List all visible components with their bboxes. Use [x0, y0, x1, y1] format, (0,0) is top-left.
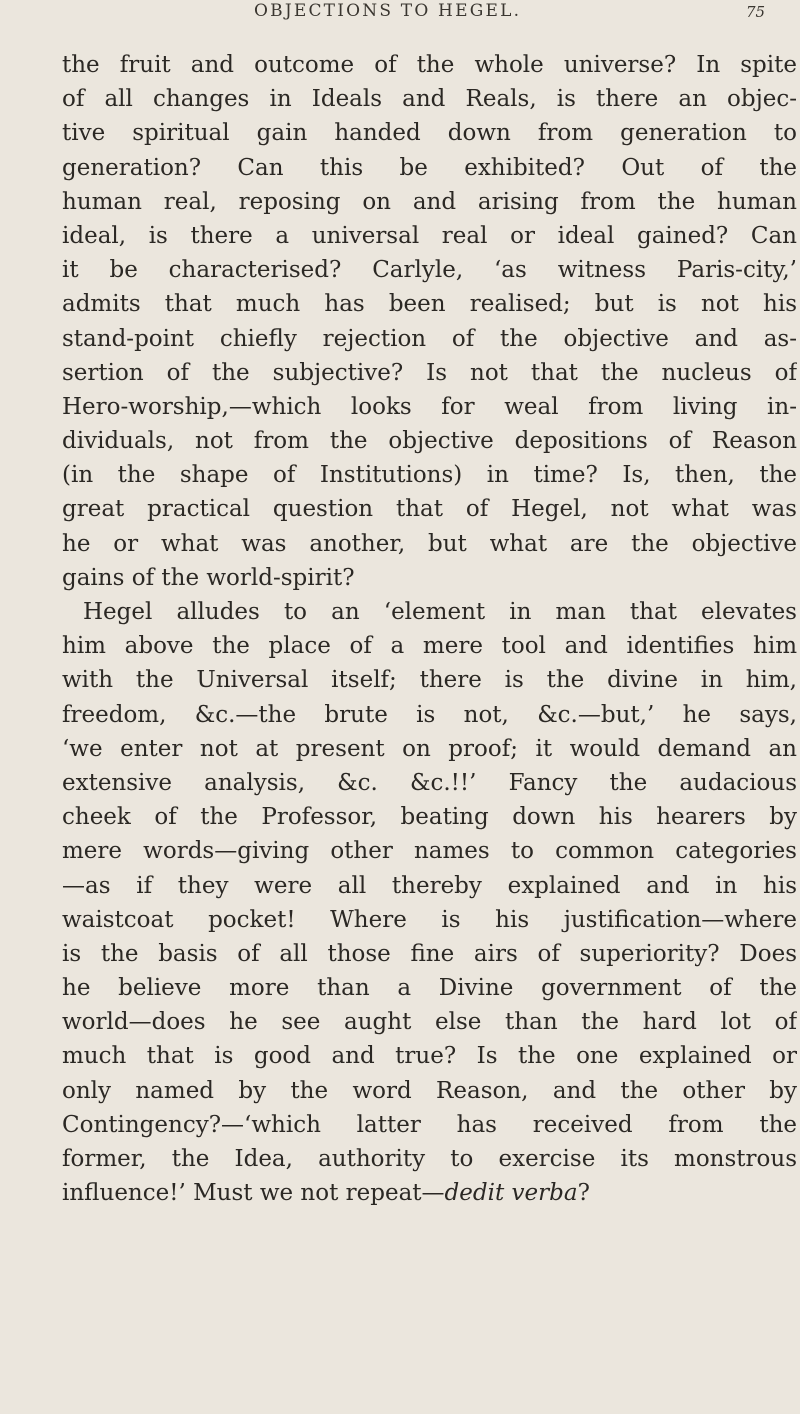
text-line: gains of the world-spirit?	[62, 564, 355, 591]
text-line: former, the Idea, authority to exercise its monstrous	[62, 1146, 797, 1172]
text-line: sertion of the subjective? Is not that the nucleus of	[62, 359, 797, 386]
text-line: only named by the word Reason, and the other by	[62, 1077, 797, 1104]
final-line-text: influence!’ Must we not repeat—	[62, 1180, 445, 1207]
text-line: stand-point chiefly rejection of the objective and as-	[62, 325, 797, 352]
running-head	[0, 0, 800, 28]
text-line: admits that much has been realised; but is not his	[62, 291, 797, 318]
text-line: much that is good and true? Is the one explained or	[62, 1043, 797, 1070]
text-line: ‘we enter not at present on proof; it would demand an	[62, 735, 797, 762]
text-line: with the Universal itself; there is the divine in him,	[62, 667, 797, 694]
text-line: generation? Can this be exhibited? Out of the	[62, 154, 797, 181]
text-line: human real, reposing on and arising from the human	[62, 188, 797, 215]
text-line: tive spiritual gain handed down from generation to	[62, 120, 797, 147]
text-line: —as if they were all thereby explained and in his	[62, 872, 797, 899]
text-line: it be characterised? Carlyle, ‘as witness Paris-city,’	[62, 257, 797, 284]
text-line: waistcoat pocket! Where is his justification—where	[62, 906, 797, 933]
text-line: cheek of the Professor, beating down his hearers by	[62, 804, 797, 831]
text-line: world—does he see aught else than the hard lot of	[62, 1009, 797, 1036]
text-line: mere words—giving other names to common categories	[62, 838, 797, 865]
text-line: ideal, is there a universal real or ideal gained? Can	[62, 222, 797, 249]
text-line: great practical question that of Hegel, not what was	[62, 496, 797, 523]
text-line: him above the place of a mere tool and identifies him	[62, 633, 797, 660]
text-line: Hero-worship,—which looks for weal from living in-	[62, 393, 797, 420]
text-line: extensive analysis, &c. &c.!!’ Fancy the audacious	[62, 769, 797, 796]
text-line: he or what was another, but what are the objective	[62, 530, 797, 557]
body-text	[62, 48, 797, 1210]
text-line: freedom, &c.—the brute is not, &c.—but,’ he says,	[62, 701, 797, 728]
text-line: is the basis of all those fine airs of superiority? Does	[62, 940, 797, 967]
final-italic-phrase: dedit verba	[444, 1180, 578, 1207]
text-line: he believe more than a Divine government of the	[62, 975, 797, 1002]
text-line: dividuals, not from the objective depositions of Reason	[62, 428, 797, 455]
final-punctuation: ?	[577, 1180, 590, 1207]
page-number: 75	[746, 3, 766, 21]
running-head-title: OBJECTIONS TO HEGEL.	[254, 1, 522, 21]
text-line-final	[62, 1176, 797, 1210]
text-line: (in the shape of Institutions) in time? Is, then, the	[62, 462, 797, 489]
text-line: of all changes in Ideals and Reals, is there an objec-	[62, 86, 797, 113]
text-line: the fruit and outcome of the whole universe? In spite	[62, 52, 797, 78]
text-line: Hegel alludes to an ‘element in man that elevates	[83, 599, 797, 625]
text-line: Contingency?—‘which latter has received from the	[62, 1111, 797, 1138]
